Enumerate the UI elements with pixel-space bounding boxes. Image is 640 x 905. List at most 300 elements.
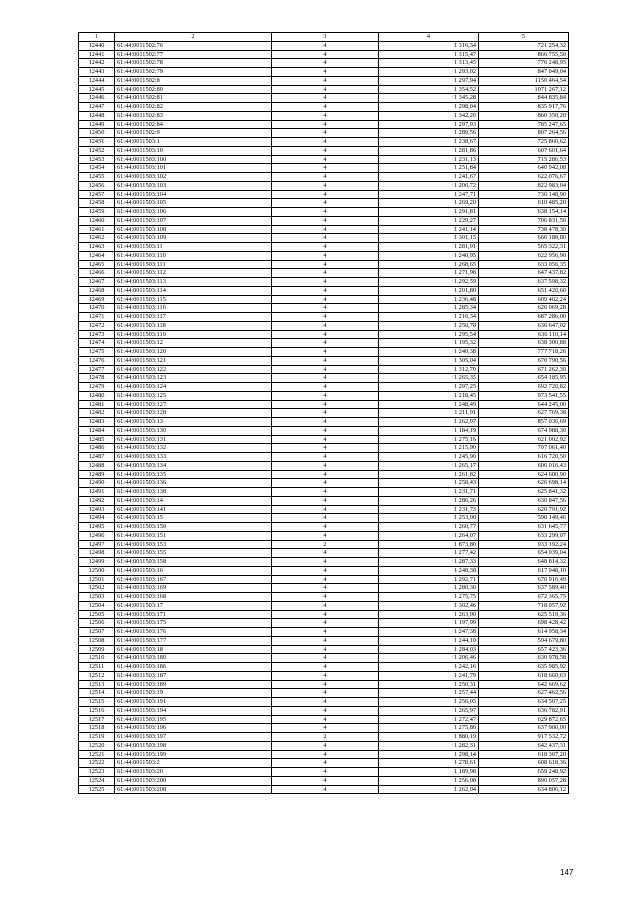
category-code-cell: 4 (272, 601, 379, 610)
table-row (79, 321, 569, 330)
table-row (79, 85, 569, 94)
table-row (79, 514, 569, 523)
cadastral-number-cell: 61:44:0011503:117 (115, 313, 272, 322)
area-value-cell: 1 250,78 (379, 321, 479, 330)
cadastral-number-cell: 61:44:0011502:82 (115, 103, 272, 112)
column-header-1: 1 (79, 33, 115, 42)
area-value-cell: 1 241,67 (379, 173, 479, 182)
area-value-cell: 1 245,90 (379, 453, 479, 462)
category-code-cell: 4 (272, 68, 379, 77)
area-value-cell: 1 275,16 (379, 435, 479, 444)
cost-value-cell: 860 350,20 (479, 111, 569, 120)
cadastral-number-cell: 61:44:0011503:101 (115, 164, 272, 173)
table-row (79, 313, 569, 322)
cost-value-cell: 896 057,28 (479, 776, 569, 785)
table-row (79, 715, 569, 724)
table-row (79, 461, 569, 470)
area-value-cell: 1 257,44 (379, 689, 479, 698)
category-code-cell: 4 (272, 365, 379, 374)
area-value-cell: 1 195,32 (379, 339, 479, 348)
row-number-cell: 12449 (79, 120, 115, 129)
cadastral-number-cell: 61:44:0011503:109 (115, 234, 272, 243)
area-value-cell: 1 229,27 (379, 216, 479, 225)
area-value-cell: 1 354,52 (379, 85, 479, 94)
area-value-cell: 1 305,04 (379, 356, 479, 365)
row-number-cell: 12461 (79, 225, 115, 234)
cost-value-cell: 857 036,69 (479, 418, 569, 427)
area-value-cell: 1 258,43 (379, 479, 479, 488)
category-code-cell: 4 (272, 418, 379, 427)
cost-value-cell: 776 248,95 (479, 59, 569, 68)
cadastral-number-cell: 61:44:0011503:127 (115, 400, 272, 409)
area-value-cell: 1 316,34 (379, 41, 479, 50)
row-number-cell: 12508 (79, 636, 115, 645)
row-number-cell: 12487 (79, 453, 115, 462)
row-number-cell: 12519 (79, 733, 115, 742)
cadastral-number-cell: 61:44:0011503:100 (115, 155, 272, 164)
area-value-cell: 1 241,14 (379, 225, 479, 234)
area-value-cell: 1 231,71 (379, 488, 479, 497)
table-row (79, 785, 569, 794)
category-code-cell: 4 (272, 776, 379, 785)
cadastral-number-cell: 61:44:0011503:112 (115, 269, 272, 278)
cadastral-number-cell: 61:44:0011503:177 (115, 636, 272, 645)
column-header-5: 5 (479, 33, 569, 42)
category-code-cell: 4 (272, 243, 379, 252)
category-code-cell: 4 (272, 759, 379, 768)
area-value-cell: 1 256,05 (379, 698, 479, 707)
cost-value-cell: 1150 464,54 (479, 76, 569, 85)
area-value-cell: 1 238,67 (379, 138, 479, 147)
table-row (79, 733, 569, 742)
cost-value-cell: 807 264,56 (479, 129, 569, 138)
cadastral-number-cell: 61:44:0011502:84 (115, 120, 272, 129)
cost-value-cell: 844 835,84 (479, 94, 569, 103)
table-row (79, 365, 569, 374)
cadastral-number-cell: 61:44:0011503:11 (115, 243, 272, 252)
cost-value-cell: 610 485,20 (479, 199, 569, 208)
cadastral-number-cell: 61:44:0011503:169 (115, 584, 272, 593)
cadastral-number-cell: 61:44:0011503:120 (115, 348, 272, 357)
row-number-cell: 12455 (79, 173, 115, 182)
category-code-cell: 4 (272, 750, 379, 759)
category-code-cell: 4 (272, 435, 379, 444)
cadastral-number-cell: 61:44:0011503:171 (115, 610, 272, 619)
table-row (79, 383, 569, 392)
area-value-cell: 1 265,35 (379, 374, 479, 383)
row-number-cell: 12470 (79, 304, 115, 313)
category-code-cell: 4 (272, 356, 379, 365)
cost-value-cell: 917 532,72 (479, 733, 569, 742)
table-row (79, 339, 569, 348)
table-row (79, 575, 569, 584)
cost-value-cell: 634 806,12 (479, 785, 569, 794)
table-row (79, 243, 569, 252)
area-value-cell: 1 260,77 (379, 523, 479, 532)
cost-value-cell: 630 847,56 (479, 496, 569, 505)
row-number-cell: 12517 (79, 715, 115, 724)
cost-value-cell: 721 254,32 (479, 41, 569, 50)
area-value-cell: 1 211,91 (379, 409, 479, 418)
category-code-cell: 4 (272, 505, 379, 514)
category-code-cell: 4 (272, 523, 379, 532)
table-row (79, 636, 569, 645)
area-value-cell: 1 250,31 (379, 680, 479, 689)
table-row (79, 593, 569, 602)
area-value-cell: 1 285,34 (379, 304, 479, 313)
cost-value-cell: 637 900,00 (479, 724, 569, 733)
table-row (79, 750, 569, 759)
cadastral-number-cell: 61:44:0011502:79 (115, 68, 272, 77)
area-value-cell: 1 292,71 (379, 575, 479, 584)
row-number-cell: 12482 (79, 409, 115, 418)
table-row (79, 523, 569, 532)
cost-value-cell: 657 423,36 (479, 645, 569, 654)
cadastral-number-cell: 61:44:0011503:186 (115, 663, 272, 672)
table-row (79, 505, 569, 514)
cadastral-number-cell: 61:44:0011503:141 (115, 505, 272, 514)
area-value-cell: 1 197,99 (379, 619, 479, 628)
cadastral-number-cell: 61:44:0011503:107 (115, 216, 272, 225)
table-row (79, 260, 569, 269)
area-value-cell: 1 272,47 (379, 715, 479, 724)
cadastral-number-cell: 61:44:0011503:104 (115, 190, 272, 199)
table-row (79, 138, 569, 147)
row-number-cell: 12476 (79, 356, 115, 365)
row-number-cell: 12497 (79, 540, 115, 549)
cost-value-cell: 736 148,90 (479, 190, 569, 199)
cadastral-number-cell: 61:44:0011503:187 (115, 671, 272, 680)
cost-value-cell: 777 718,26 (479, 348, 569, 357)
category-code-cell: 4 (272, 496, 379, 505)
area-value-cell: 1 247,38 (379, 628, 479, 637)
cadastral-number-cell: 61:44:0011503:108 (115, 225, 272, 234)
category-code-cell: 4 (272, 584, 379, 593)
category-code-cell: 4 (272, 470, 379, 479)
area-value-cell: 1 201,80 (379, 286, 479, 295)
cadastral-number-cell: 61:44:0011503:198 (115, 741, 272, 750)
area-value-cell: 1 264,07 (379, 531, 479, 540)
cadastral-number-cell: 61:44:0011503:13 (115, 418, 272, 427)
cost-value-cell: 594 679,80 (479, 636, 569, 645)
cadastral-number-cell: 61:44:0011502:77 (115, 50, 272, 59)
row-number-cell: 12514 (79, 689, 115, 698)
table-row (79, 234, 569, 243)
table-row (79, 496, 569, 505)
row-number-cell: 12442 (79, 59, 115, 68)
category-code-cell: 4 (272, 94, 379, 103)
cost-value-cell: 598 149,46 (479, 514, 569, 523)
cost-value-cell: 625 519,36 (479, 610, 569, 619)
area-value-cell: 1 240,38 (379, 348, 479, 357)
area-value-cell: 1 277,42 (379, 549, 479, 558)
area-value-cell: 1 248,38 (379, 566, 479, 575)
category-code-cell: 4 (272, 444, 379, 453)
category-code-cell: 4 (272, 768, 379, 777)
cost-value-cell: 633 056,35 (479, 260, 569, 269)
cadastral-number-cell: 61:44:0011503:10 (115, 146, 272, 155)
cadastral-number-cell: 61:44:0011502:9 (115, 129, 272, 138)
row-number-cell: 12483 (79, 418, 115, 427)
area-value-cell: 1 293,02 (379, 68, 479, 77)
category-code-cell: 4 (272, 164, 379, 173)
row-number-cell: 12481 (79, 400, 115, 409)
area-value-cell: 1 298,04 (379, 103, 479, 112)
row-number-cell: 12495 (79, 523, 115, 532)
cost-value-cell: 670 916,49 (479, 575, 569, 584)
row-number-cell: 12503 (79, 593, 115, 602)
cost-value-cell: 629 872,65 (479, 715, 569, 724)
row-number-cell: 12440 (79, 41, 115, 50)
row-number-cell: 12506 (79, 619, 115, 628)
cost-value-cell: 707 061,40 (479, 444, 569, 453)
category-code-cell: 4 (272, 278, 379, 287)
table-row (79, 295, 569, 304)
cost-value-cell: 642 437,31 (479, 741, 569, 750)
cost-value-cell: 618 660,63 (479, 671, 569, 680)
cadastral-number-cell: 61:44:0011503:111 (115, 260, 272, 269)
table-row (79, 680, 569, 689)
cost-value-cell: 1071 267,12 (479, 85, 569, 94)
row-number-cell: 12460 (79, 216, 115, 225)
table-row (79, 391, 569, 400)
row-number-cell: 12505 (79, 610, 115, 619)
row-number-cell: 12513 (79, 680, 115, 689)
table-row (79, 146, 569, 155)
cadastral-number-cell: 61:44:0011503:134 (115, 461, 272, 470)
area-value-cell: 1 287,33 (379, 558, 479, 567)
cadastral-number-cell: 61:44:0011503:132 (115, 444, 272, 453)
cadastral-number-cell: 61:44:0011503:1 (115, 138, 272, 147)
area-value-cell: 1 345,28 (379, 94, 479, 103)
category-code-cell: 4 (272, 689, 379, 698)
category-code-cell: 4 (272, 663, 379, 672)
cadastral-number-cell: 61:44:0011503:16 (115, 566, 272, 575)
area-value-cell: 1 297,25 (379, 383, 479, 392)
column-header-4: 4 (379, 33, 479, 42)
cost-value-cell: 565 322,31 (479, 243, 569, 252)
area-value-cell: 1 275,80 (379, 724, 479, 733)
table-row (79, 225, 569, 234)
cadastral-number-cell: 61:44:0011502:78 (115, 59, 272, 68)
category-code-cell: 4 (272, 190, 379, 199)
cadastral-number-cell: 61:44:0011503:199 (115, 750, 272, 759)
area-value-cell: 1 247,71 (379, 190, 479, 199)
cadastral-number-cell: 61:44:0011503:189 (115, 680, 272, 689)
row-number-cell: 12447 (79, 103, 115, 112)
row-number-cell: 12446 (79, 94, 115, 103)
category-code-cell: 4 (272, 304, 379, 313)
row-number-cell: 12518 (79, 724, 115, 733)
category-code-cell: 4 (272, 120, 379, 129)
category-code-cell: 4 (272, 409, 379, 418)
cadastral-number-cell: 61:44:0011503:197 (115, 733, 272, 742)
cadastral-number-cell: 61:44:0011503:17 (115, 601, 272, 610)
area-value-cell: 1 271,98 (379, 269, 479, 278)
cadastral-number-cell: 61:44:0011503:168 (115, 593, 272, 602)
cadastral-number-cell: 61:44:0011503:150 (115, 523, 272, 532)
category-code-cell: 4 (272, 208, 379, 217)
row-number-cell: 12504 (79, 601, 115, 610)
cadastral-number-cell: 61:44:0011503:2 (115, 759, 272, 768)
row-number-cell: 12489 (79, 470, 115, 479)
area-value-cell: 1 269,20 (379, 199, 479, 208)
row-number-cell: 12491 (79, 488, 115, 497)
cost-value-cell: 718 957,92 (479, 601, 569, 610)
cadastral-number-cell: 61:44:0011503:131 (115, 435, 272, 444)
cost-value-cell: 866 755,50 (479, 50, 569, 59)
category-code-cell: 4 (272, 129, 379, 138)
table-row (79, 453, 569, 462)
area-value-cell: 1 240,95 (379, 251, 479, 260)
cadastral-number-cell: 61:44:0011503:118 (115, 321, 272, 330)
cadastral-number-cell: 61:44:0011502:76 (115, 41, 272, 50)
cost-value-cell: 630 978,58 (479, 654, 569, 663)
area-value-cell: 1 263,90 (379, 610, 479, 619)
row-number-cell: 12521 (79, 750, 115, 759)
area-value-cell: 1 218,45 (379, 391, 479, 400)
cost-value-cell: 633 299,07 (479, 531, 569, 540)
row-number-cell: 12475 (79, 348, 115, 357)
cadastral-number-cell: 61:44:0011503:180 (115, 654, 272, 663)
row-number-cell: 12524 (79, 776, 115, 785)
area-value-cell: 1 184,19 (379, 426, 479, 435)
category-code-cell: 4 (272, 269, 379, 278)
area-value-cell: 1 282,31 (379, 741, 479, 750)
row-number-cell: 12492 (79, 496, 115, 505)
cadastral-number-cell: 61:44:0011503:158 (115, 558, 272, 567)
table-row (79, 120, 569, 129)
area-value-cell: 1 292,59 (379, 278, 479, 287)
table-row (79, 199, 569, 208)
cost-value-cell: 659 248,92 (479, 768, 569, 777)
row-number-cell: 12498 (79, 549, 115, 558)
table-row (79, 426, 569, 435)
area-value-cell: 1 244,10 (379, 636, 479, 645)
category-code-cell: 4 (272, 680, 379, 689)
category-code-cell: 4 (272, 610, 379, 619)
category-code-cell: 4 (272, 645, 379, 654)
category-code-cell: 4 (272, 453, 379, 462)
area-value-cell: 1 189,98 (379, 768, 479, 777)
row-number-cell: 12469 (79, 295, 115, 304)
table-row (79, 689, 569, 698)
cost-value-cell: 698 428,42 (479, 619, 569, 628)
area-value-cell: 1 289,56 (379, 129, 479, 138)
table-row (79, 356, 569, 365)
table-row (79, 129, 569, 138)
table-row (79, 645, 569, 654)
cost-value-cell: 692 720,82 (479, 383, 569, 392)
cadastral-number-cell: 61:44:0011503:110 (115, 251, 272, 260)
area-value-cell: 1 281,91 (379, 243, 479, 252)
area-value-cell: 1 342,20 (379, 111, 479, 120)
category-code-cell: 4 (272, 199, 379, 208)
cadastral-number-cell: 61:44:0011503:103 (115, 181, 272, 190)
row-number-cell: 12474 (79, 339, 115, 348)
cadastral-number-cell: 61:44:0011503:15 (115, 514, 272, 523)
category-code-cell: 4 (272, 566, 379, 575)
area-value-cell: 1 298,14 (379, 750, 479, 759)
cadastral-number-cell: 61:44:0011503:151 (115, 531, 272, 540)
cost-value-cell: 666 188,80 (479, 234, 569, 243)
table-row (79, 173, 569, 182)
row-number-cell: 12479 (79, 383, 115, 392)
category-code-cell: 4 (272, 461, 379, 470)
category-code-cell: 4 (272, 41, 379, 50)
category-code-cell: 4 (272, 374, 379, 383)
area-value-cell: 1 297,93 (379, 120, 479, 129)
cadastral-number-cell: 61:44:0011503:19 (115, 689, 272, 698)
category-code-cell: 4 (272, 636, 379, 645)
cadastral-number-cell: 61:44:0011502:8 (115, 76, 272, 85)
row-number-cell: 12523 (79, 768, 115, 777)
cadastral-number-cell: 61:44:0011503:125 (115, 391, 272, 400)
cost-value-cell: 621 002,92 (479, 435, 569, 444)
table-row (79, 566, 569, 575)
category-code-cell: 4 (272, 50, 379, 59)
cost-value-cell: 614 958,34 (479, 628, 569, 637)
cost-value-cell: 654 039,04 (479, 549, 569, 558)
cost-value-cell: 631 645,77 (479, 523, 569, 532)
table-row (79, 435, 569, 444)
cost-value-cell: 635 985,92 (479, 663, 569, 672)
cost-value-cell: 671 262,30 (479, 365, 569, 374)
row-number-cell: 12466 (79, 269, 115, 278)
area-value-cell: 1 261,82 (379, 470, 479, 479)
row-number-cell: 12456 (79, 181, 115, 190)
cadastral-number-cell: 61:44:0011502:83 (115, 111, 272, 120)
cost-value-cell: 670 790,56 (479, 356, 569, 365)
category-code-cell: 4 (272, 111, 379, 120)
row-number-cell: 12501 (79, 575, 115, 584)
area-value-cell: 1 215,90 (379, 444, 479, 453)
cost-value-cell: 636 782,91 (479, 706, 569, 715)
area-value-cell: 1 302,46 (379, 601, 479, 610)
table-row (79, 488, 569, 497)
category-code-cell: 4 (272, 619, 379, 628)
cost-value-cell: 638 154,14 (479, 208, 569, 217)
row-number-cell: 12500 (79, 566, 115, 575)
area-value-cell: 1 286,26 (379, 496, 479, 505)
row-number-cell: 12478 (79, 374, 115, 383)
table-row (79, 470, 569, 479)
table-header-row (79, 33, 569, 42)
area-value-cell: 1 291,81 (379, 208, 479, 217)
row-number-cell: 12510 (79, 654, 115, 663)
table-body (79, 41, 569, 794)
cost-value-cell: 622 956,90 (479, 251, 569, 260)
category-code-cell: 4 (272, 715, 379, 724)
category-code-cell: 4 (272, 654, 379, 663)
category-code-cell: 4 (272, 225, 379, 234)
table-row (79, 103, 569, 112)
table-row (79, 304, 569, 313)
table-row (79, 76, 569, 85)
area-value-cell: 1 278,61 (379, 759, 479, 768)
cadastral-number-cell: 61:44:0011503:123 (115, 374, 272, 383)
cadastral-number-cell: 61:44:0011503:116 (115, 304, 272, 313)
category-code-cell: 4 (272, 251, 379, 260)
cadastral-number-cell: 61:44:0011503:208 (115, 785, 272, 794)
row-number-cell: 12496 (79, 531, 115, 540)
row-number-cell: 12451 (79, 138, 115, 147)
table-row (79, 94, 569, 103)
cost-value-cell: 835 917,76 (479, 103, 569, 112)
row-number-cell: 12452 (79, 146, 115, 155)
cost-value-cell: 973 541,55 (479, 391, 569, 400)
cost-value-cell: 626 069,28 (479, 304, 569, 313)
